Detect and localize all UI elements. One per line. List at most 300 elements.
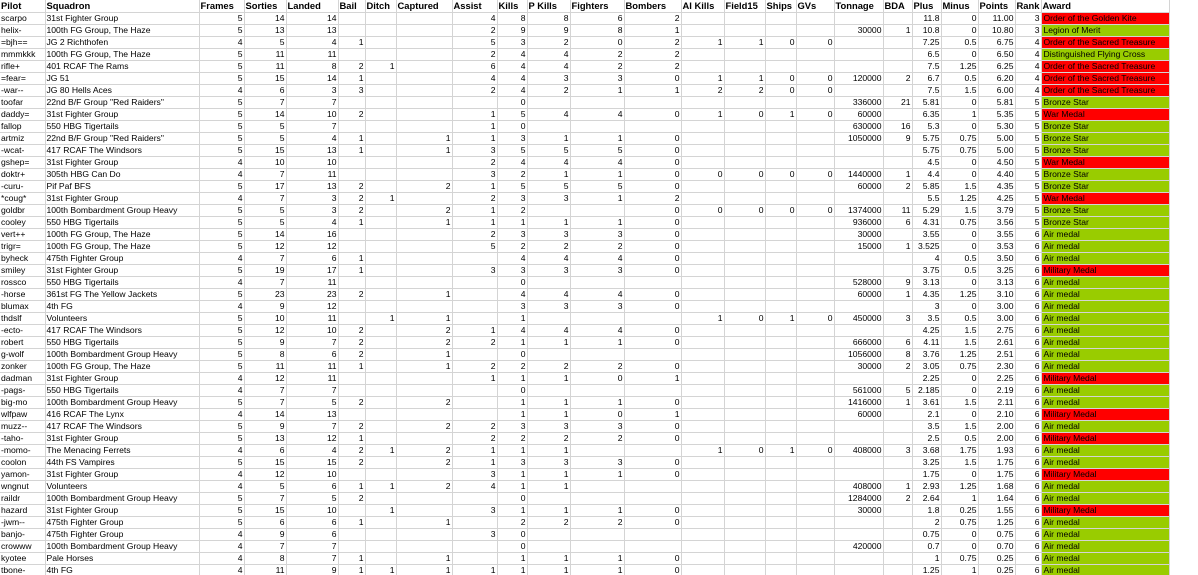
rank-cell[interactable]: 6: [1015, 361, 1041, 373]
kills-cell[interactable]: 1: [497, 397, 527, 409]
bombers-cell[interactable]: 0: [624, 517, 681, 529]
tonnage-cell[interactable]: 15000: [834, 241, 883, 253]
tonnage-cell[interactable]: 1416000: [834, 397, 883, 409]
captured-cell[interactable]: [396, 409, 452, 421]
bda-cell[interactable]: 21: [883, 97, 912, 109]
ai-kills-cell[interactable]: [681, 97, 724, 109]
squadron-cell[interactable]: 44th FS Vampires: [45, 457, 199, 469]
bombers-cell[interactable]: 1: [624, 85, 681, 97]
pilot-cell[interactable]: hazard: [0, 505, 45, 517]
fighters-cell[interactable]: 5: [570, 181, 624, 193]
pilot-cell[interactable]: big-mo: [0, 397, 45, 409]
tonnage-cell[interactable]: [834, 301, 883, 313]
p-kills-cell[interactable]: 4: [527, 157, 570, 169]
fighters-cell[interactable]: 4: [570, 157, 624, 169]
gvs-cell[interactable]: [796, 373, 834, 385]
ditch-cell[interactable]: [365, 109, 396, 121]
bombers-cell[interactable]: 0: [624, 205, 681, 217]
sorties-cell[interactable]: 7: [244, 541, 286, 553]
minus-cell[interactable]: 0: [941, 157, 978, 169]
minus-cell[interactable]: 0: [941, 469, 978, 481]
award-cell[interactable]: War Medal: [1041, 193, 1169, 205]
field15-cell[interactable]: [724, 433, 765, 445]
squadron-cell[interactable]: 100th FG Group, The Haze: [45, 25, 199, 37]
ships-cell[interactable]: [765, 541, 796, 553]
landed-cell[interactable]: 3: [286, 85, 338, 97]
plus-cell[interactable]: 3: [912, 301, 941, 313]
frames-cell[interactable]: 5: [199, 265, 244, 277]
pilot-cell[interactable]: rifle+: [0, 61, 45, 73]
frames-cell[interactable]: 5: [199, 181, 244, 193]
captured-cell[interactable]: 1: [396, 217, 452, 229]
rank-cell[interactable]: 6: [1015, 517, 1041, 529]
award-cell[interactable]: War Medal: [1041, 109, 1169, 121]
bda-cell[interactable]: 2: [883, 73, 912, 85]
pilot-cell[interactable]: robert: [0, 337, 45, 349]
bail-cell[interactable]: 2: [338, 457, 365, 469]
tonnage-cell[interactable]: [834, 565, 883, 575]
fighters-cell[interactable]: 8: [570, 25, 624, 37]
ditch-cell[interactable]: [365, 97, 396, 109]
frames-cell[interactable]: 4: [199, 469, 244, 481]
bail-cell[interactable]: 2: [338, 493, 365, 505]
bombers-cell[interactable]: 0: [624, 433, 681, 445]
sorties-cell[interactable]: 7: [244, 397, 286, 409]
column-header-p-kills[interactable]: P Kills: [527, 0, 570, 13]
landed-cell[interactable]: 7: [286, 121, 338, 133]
award-cell[interactable]: Order of the Sacred Treasure: [1041, 37, 1169, 49]
bombers-cell[interactable]: 1: [624, 409, 681, 421]
pilot-cell[interactable]: gshep=: [0, 157, 45, 169]
award-cell[interactable]: Order of the Sacred Treasure: [1041, 85, 1169, 97]
rank-cell[interactable]: 5: [1015, 109, 1041, 121]
landed-cell[interactable]: 6: [286, 253, 338, 265]
plus-cell[interactable]: 4.5: [912, 157, 941, 169]
pilot-cell[interactable]: dadman: [0, 373, 45, 385]
award-cell[interactable]: Air medal: [1041, 457, 1169, 469]
ai-kills-cell[interactable]: [681, 241, 724, 253]
minus-cell[interactable]: 1.75: [941, 445, 978, 457]
ships-cell[interactable]: [765, 133, 796, 145]
ships-cell[interactable]: [765, 277, 796, 289]
points-cell[interactable]: 3.10: [978, 289, 1015, 301]
tonnage-cell[interactable]: 30000: [834, 505, 883, 517]
tonnage-cell[interactable]: 408000: [834, 445, 883, 457]
p-kills-cell[interactable]: 3: [527, 193, 570, 205]
pilot-cell[interactable]: g-wolf: [0, 349, 45, 361]
points-cell[interactable]: 1.75: [978, 457, 1015, 469]
fighters-cell[interactable]: [570, 493, 624, 505]
bombers-cell[interactable]: [624, 97, 681, 109]
rank-cell[interactable]: 5: [1015, 121, 1041, 133]
kills-cell[interactable]: 5: [497, 145, 527, 157]
bda-cell[interactable]: [883, 469, 912, 481]
minus-cell[interactable]: 0: [941, 277, 978, 289]
pilot-cell[interactable]: cooley: [0, 217, 45, 229]
kills-cell[interactable]: 0: [497, 529, 527, 541]
fighters-cell[interactable]: 1: [570, 85, 624, 97]
bail-cell[interactable]: 3: [338, 85, 365, 97]
p-kills-cell[interactable]: 4: [527, 49, 570, 61]
ai-kills-cell[interactable]: [681, 253, 724, 265]
captured-cell[interactable]: 2: [396, 481, 452, 493]
ships-cell[interactable]: 0: [765, 85, 796, 97]
assist-cell[interactable]: 1: [452, 565, 497, 575]
ai-kills-cell[interactable]: [681, 361, 724, 373]
landed-cell[interactable]: 12: [286, 301, 338, 313]
bda-cell[interactable]: [883, 505, 912, 517]
sorties-cell[interactable]: 15: [244, 457, 286, 469]
pilot-cell[interactable]: byheck: [0, 253, 45, 265]
rank-cell[interactable]: 4: [1015, 73, 1041, 85]
bda-cell[interactable]: [883, 61, 912, 73]
plus-cell[interactable]: 2.64: [912, 493, 941, 505]
pilot-cell[interactable]: coolon: [0, 457, 45, 469]
kills-cell[interactable]: 4: [497, 73, 527, 85]
captured-cell[interactable]: [396, 505, 452, 517]
assist-cell[interactable]: 3: [452, 169, 497, 181]
p-kills-cell[interactable]: 3: [527, 301, 570, 313]
tonnage-cell[interactable]: [834, 85, 883, 97]
fighters-cell[interactable]: 0: [570, 37, 624, 49]
assist-cell[interactable]: 2: [452, 229, 497, 241]
ships-cell[interactable]: [765, 553, 796, 565]
ai-kills-cell[interactable]: [681, 493, 724, 505]
fighters-cell[interactable]: 0: [570, 373, 624, 385]
bail-cell[interactable]: [338, 157, 365, 169]
squadron-cell[interactable]: Volunteers: [45, 313, 199, 325]
rank-cell[interactable]: 6: [1015, 313, 1041, 325]
kills-cell[interactable]: 1: [497, 445, 527, 457]
minus-cell[interactable]: 0: [941, 241, 978, 253]
frames-cell[interactable]: 5: [199, 313, 244, 325]
bombers-cell[interactable]: [624, 277, 681, 289]
field15-cell[interactable]: [724, 49, 765, 61]
ai-kills-cell[interactable]: [681, 421, 724, 433]
squadron-cell[interactable]: The Menacing Ferrets: [45, 445, 199, 457]
tonnage-cell[interactable]: [834, 253, 883, 265]
rank-cell[interactable]: 6: [1015, 421, 1041, 433]
plus-cell[interactable]: 4.4: [912, 169, 941, 181]
points-cell[interactable]: 2.75: [978, 325, 1015, 337]
ditch-cell[interactable]: [365, 541, 396, 553]
bda-cell[interactable]: [883, 457, 912, 469]
squadron-cell[interactable]: 22nd B/F Group "Red Raiders": [45, 133, 199, 145]
minus-cell[interactable]: 1.5: [941, 205, 978, 217]
ai-kills-cell[interactable]: 1: [681, 37, 724, 49]
bail-cell[interactable]: 2: [338, 289, 365, 301]
fighters-cell[interactable]: 1: [570, 193, 624, 205]
squadron-cell[interactable]: 475th Fighter Group: [45, 529, 199, 541]
column-header-landed[interactable]: Landed: [286, 0, 338, 13]
assist-cell[interactable]: 2: [452, 421, 497, 433]
minus-cell[interactable]: 1.5: [941, 397, 978, 409]
bail-cell[interactable]: 1: [338, 133, 365, 145]
minus-cell[interactable]: 1.25: [941, 289, 978, 301]
kills-cell[interactable]: 4: [497, 157, 527, 169]
pilot-cell[interactable]: -curu-: [0, 181, 45, 193]
ai-kills-cell[interactable]: [681, 145, 724, 157]
p-kills-cell[interactable]: 1: [527, 505, 570, 517]
bail-cell[interactable]: 1: [338, 517, 365, 529]
pilot-cell[interactable]: banjo-: [0, 529, 45, 541]
squadron-cell[interactable]: 361st FG The Yellow Jackets: [45, 289, 199, 301]
landed-cell[interactable]: 7: [286, 97, 338, 109]
ditch-cell[interactable]: 1: [365, 61, 396, 73]
points-cell[interactable]: 1.64: [978, 493, 1015, 505]
award-cell[interactable]: Bronze Star: [1041, 205, 1169, 217]
landed-cell[interactable]: 10: [286, 505, 338, 517]
bombers-cell[interactable]: 0: [624, 133, 681, 145]
bail-cell[interactable]: [338, 121, 365, 133]
kills-cell[interactable]: 0: [497, 493, 527, 505]
captured-cell[interactable]: [396, 121, 452, 133]
landed-cell[interactable]: 13: [286, 409, 338, 421]
plus-cell[interactable]: 6.35: [912, 109, 941, 121]
bombers-cell[interactable]: 0: [624, 157, 681, 169]
assist-cell[interactable]: [452, 493, 497, 505]
tonnage-cell[interactable]: 1440000: [834, 169, 883, 181]
gvs-cell[interactable]: [796, 409, 834, 421]
award-cell[interactable]: Air medal: [1041, 481, 1169, 493]
squadron-cell[interactable]: 31st Fighter Group: [45, 433, 199, 445]
ai-kills-cell[interactable]: [681, 121, 724, 133]
fighters-cell[interactable]: [570, 313, 624, 325]
award-cell[interactable]: Military Medal: [1041, 409, 1169, 421]
landed-cell[interactable]: 7: [286, 337, 338, 349]
rank-cell[interactable]: 6: [1015, 505, 1041, 517]
squadron-cell[interactable]: 100th FG Group, The Haze: [45, 229, 199, 241]
gvs-cell[interactable]: [796, 517, 834, 529]
bda-cell[interactable]: 11: [883, 205, 912, 217]
bda-cell[interactable]: [883, 325, 912, 337]
squadron-cell[interactable]: 475th Fighter Group: [45, 253, 199, 265]
pilot-cell[interactable]: mmmkkk: [0, 49, 45, 61]
gvs-cell[interactable]: [796, 493, 834, 505]
points-cell[interactable]: 1.93: [978, 445, 1015, 457]
p-kills-cell[interactable]: 3: [527, 421, 570, 433]
tonnage-cell[interactable]: [834, 457, 883, 469]
award-cell[interactable]: Air medal: [1041, 277, 1169, 289]
ai-kills-cell[interactable]: 0: [681, 205, 724, 217]
plus-cell[interactable]: 5.5: [912, 193, 941, 205]
field15-cell[interactable]: [724, 529, 765, 541]
points-cell[interactable]: 3.56: [978, 217, 1015, 229]
bombers-cell[interactable]: 0: [624, 325, 681, 337]
fighters-cell[interactable]: [570, 349, 624, 361]
minus-cell[interactable]: 0.75: [941, 553, 978, 565]
bail-cell[interactable]: 2: [338, 337, 365, 349]
bail-cell[interactable]: [338, 49, 365, 61]
captured-cell[interactable]: [396, 193, 452, 205]
sorties-cell[interactable]: 14: [244, 13, 286, 25]
ditch-cell[interactable]: [365, 421, 396, 433]
sorties-cell[interactable]: 13: [244, 433, 286, 445]
field15-cell[interactable]: 1: [724, 73, 765, 85]
sorties-cell[interactable]: 11: [244, 361, 286, 373]
kills-cell[interactable]: 1: [497, 469, 527, 481]
bombers-cell[interactable]: [624, 529, 681, 541]
ships-cell[interactable]: [765, 529, 796, 541]
gvs-cell[interactable]: [796, 349, 834, 361]
ditch-cell[interactable]: [365, 517, 396, 529]
bail-cell[interactable]: 2: [338, 109, 365, 121]
points-cell[interactable]: 5.30: [978, 121, 1015, 133]
field15-cell[interactable]: [724, 157, 765, 169]
landed-cell[interactable]: 10: [286, 157, 338, 169]
captured-cell[interactable]: [396, 61, 452, 73]
kills-cell[interactable]: 1: [497, 553, 527, 565]
fighters-cell[interactable]: 2: [570, 361, 624, 373]
ships-cell[interactable]: [765, 493, 796, 505]
captured-cell[interactable]: [396, 169, 452, 181]
ditch-cell[interactable]: [365, 361, 396, 373]
bail-cell[interactable]: [338, 505, 365, 517]
field15-cell[interactable]: 1: [724, 37, 765, 49]
rank-cell[interactable]: 6: [1015, 385, 1041, 397]
frames-cell[interactable]: 5: [199, 121, 244, 133]
captured-cell[interactable]: 2: [396, 445, 452, 457]
frames-cell[interactable]: 4: [199, 529, 244, 541]
landed-cell[interactable]: 5: [286, 493, 338, 505]
bda-cell[interactable]: 16: [883, 121, 912, 133]
fighters-cell[interactable]: [570, 541, 624, 553]
column-header-ditch[interactable]: Ditch: [365, 0, 396, 13]
bail-cell[interactable]: [338, 25, 365, 37]
ditch-cell[interactable]: [365, 469, 396, 481]
squadron-cell[interactable]: 4th FG: [45, 565, 199, 575]
p-kills-cell[interactable]: 4: [527, 253, 570, 265]
ships-cell[interactable]: [765, 145, 796, 157]
bda-cell[interactable]: 1: [883, 289, 912, 301]
tonnage-cell[interactable]: [834, 433, 883, 445]
points-cell[interactable]: 3.79: [978, 205, 1015, 217]
plus-cell[interactable]: 3.68: [912, 445, 941, 457]
frames-cell[interactable]: 5: [199, 397, 244, 409]
landed-cell[interactable]: 14: [286, 73, 338, 85]
ditch-cell[interactable]: [365, 325, 396, 337]
fighters-cell[interactable]: 3: [570, 265, 624, 277]
ships-cell[interactable]: [765, 289, 796, 301]
points-cell[interactable]: 5.00: [978, 145, 1015, 157]
minus-cell[interactable]: 0: [941, 97, 978, 109]
ships-cell[interactable]: [765, 361, 796, 373]
column-header-captured[interactable]: Captured: [396, 0, 452, 13]
bombers-cell[interactable]: 2: [624, 193, 681, 205]
sorties-cell[interactable]: 12: [244, 241, 286, 253]
bail-cell[interactable]: [338, 541, 365, 553]
kills-cell[interactable]: 3: [497, 229, 527, 241]
captured-cell[interactable]: 2: [396, 337, 452, 349]
p-kills-cell[interactable]: 1: [527, 133, 570, 145]
landed-cell[interactable]: 11: [286, 277, 338, 289]
bda-cell[interactable]: [883, 49, 912, 61]
ships-cell[interactable]: [765, 397, 796, 409]
kills-cell[interactable]: 4: [497, 85, 527, 97]
ai-kills-cell[interactable]: [681, 325, 724, 337]
minus-cell[interactable]: 0: [941, 373, 978, 385]
kills-cell[interactable]: 0: [497, 349, 527, 361]
field15-cell[interactable]: [724, 277, 765, 289]
frames-cell[interactable]: 4: [199, 37, 244, 49]
bda-cell[interactable]: 9: [883, 133, 912, 145]
sorties-cell[interactable]: 9: [244, 337, 286, 349]
bda-cell[interactable]: 1: [883, 25, 912, 37]
assist-cell[interactable]: 3: [452, 145, 497, 157]
minus-cell[interactable]: 0.75: [941, 361, 978, 373]
plus-cell[interactable]: 4.31: [912, 217, 941, 229]
sorties-cell[interactable]: 6: [244, 445, 286, 457]
tonnage-cell[interactable]: 30000: [834, 229, 883, 241]
landed-cell[interactable]: 4: [286, 37, 338, 49]
gvs-cell[interactable]: [796, 145, 834, 157]
bail-cell[interactable]: 2: [338, 325, 365, 337]
minus-cell[interactable]: 0: [941, 229, 978, 241]
frames-cell[interactable]: 4: [199, 169, 244, 181]
plus-cell[interactable]: 3.61: [912, 397, 941, 409]
bail-cell[interactable]: 2: [338, 421, 365, 433]
pilot-cell[interactable]: muzz--: [0, 421, 45, 433]
award-cell[interactable]: Air medal: [1041, 241, 1169, 253]
squadron-cell[interactable]: 305th HBG Can Do: [45, 169, 199, 181]
kills-cell[interactable]: 1: [497, 337, 527, 349]
ai-kills-cell[interactable]: [681, 469, 724, 481]
kills-cell[interactable]: 0: [497, 541, 527, 553]
points-cell[interactable]: 4.40: [978, 169, 1015, 181]
gvs-cell[interactable]: [796, 325, 834, 337]
squadron-cell[interactable]: 100th FG Group, The Haze: [45, 361, 199, 373]
ai-kills-cell[interactable]: [681, 181, 724, 193]
ditch-cell[interactable]: [365, 337, 396, 349]
assist-cell[interactable]: 2: [452, 193, 497, 205]
frames-cell[interactable]: 5: [199, 109, 244, 121]
ships-cell[interactable]: [765, 481, 796, 493]
landed-cell[interactable]: 13: [286, 181, 338, 193]
ships-cell[interactable]: 0: [765, 37, 796, 49]
ai-kills-cell[interactable]: [681, 49, 724, 61]
plus-cell[interactable]: 4.25: [912, 325, 941, 337]
points-cell[interactable]: 3.25: [978, 265, 1015, 277]
bail-cell[interactable]: [338, 469, 365, 481]
fighters-cell[interactable]: 3: [570, 301, 624, 313]
p-kills-cell[interactable]: [527, 313, 570, 325]
ditch-cell[interactable]: [365, 277, 396, 289]
rank-cell[interactable]: 6: [1015, 433, 1041, 445]
sorties-cell[interactable]: 7: [244, 97, 286, 109]
ships-cell[interactable]: [765, 337, 796, 349]
bombers-cell[interactable]: 0: [624, 109, 681, 121]
frames-cell[interactable]: 5: [199, 505, 244, 517]
frames-cell[interactable]: 5: [199, 61, 244, 73]
captured-cell[interactable]: [396, 49, 452, 61]
rank-cell[interactable]: 6: [1015, 565, 1041, 575]
plus-cell[interactable]: 4: [912, 253, 941, 265]
rank-cell[interactable]: 5: [1015, 193, 1041, 205]
captured-cell[interactable]: 1: [396, 133, 452, 145]
field15-cell[interactable]: [724, 349, 765, 361]
field15-cell[interactable]: [724, 481, 765, 493]
bda-cell[interactable]: [883, 145, 912, 157]
award-cell[interactable]: Air medal: [1041, 397, 1169, 409]
bda-cell[interactable]: 1: [883, 241, 912, 253]
bda-cell[interactable]: 1: [883, 169, 912, 181]
frames-cell[interactable]: 4: [199, 409, 244, 421]
column-header-gvs[interactable]: GVs: [796, 0, 834, 13]
ships-cell[interactable]: 0: [765, 169, 796, 181]
bda-cell[interactable]: [883, 565, 912, 575]
kills-cell[interactable]: 0: [497, 121, 527, 133]
column-header-plus[interactable]: Plus: [912, 0, 941, 13]
